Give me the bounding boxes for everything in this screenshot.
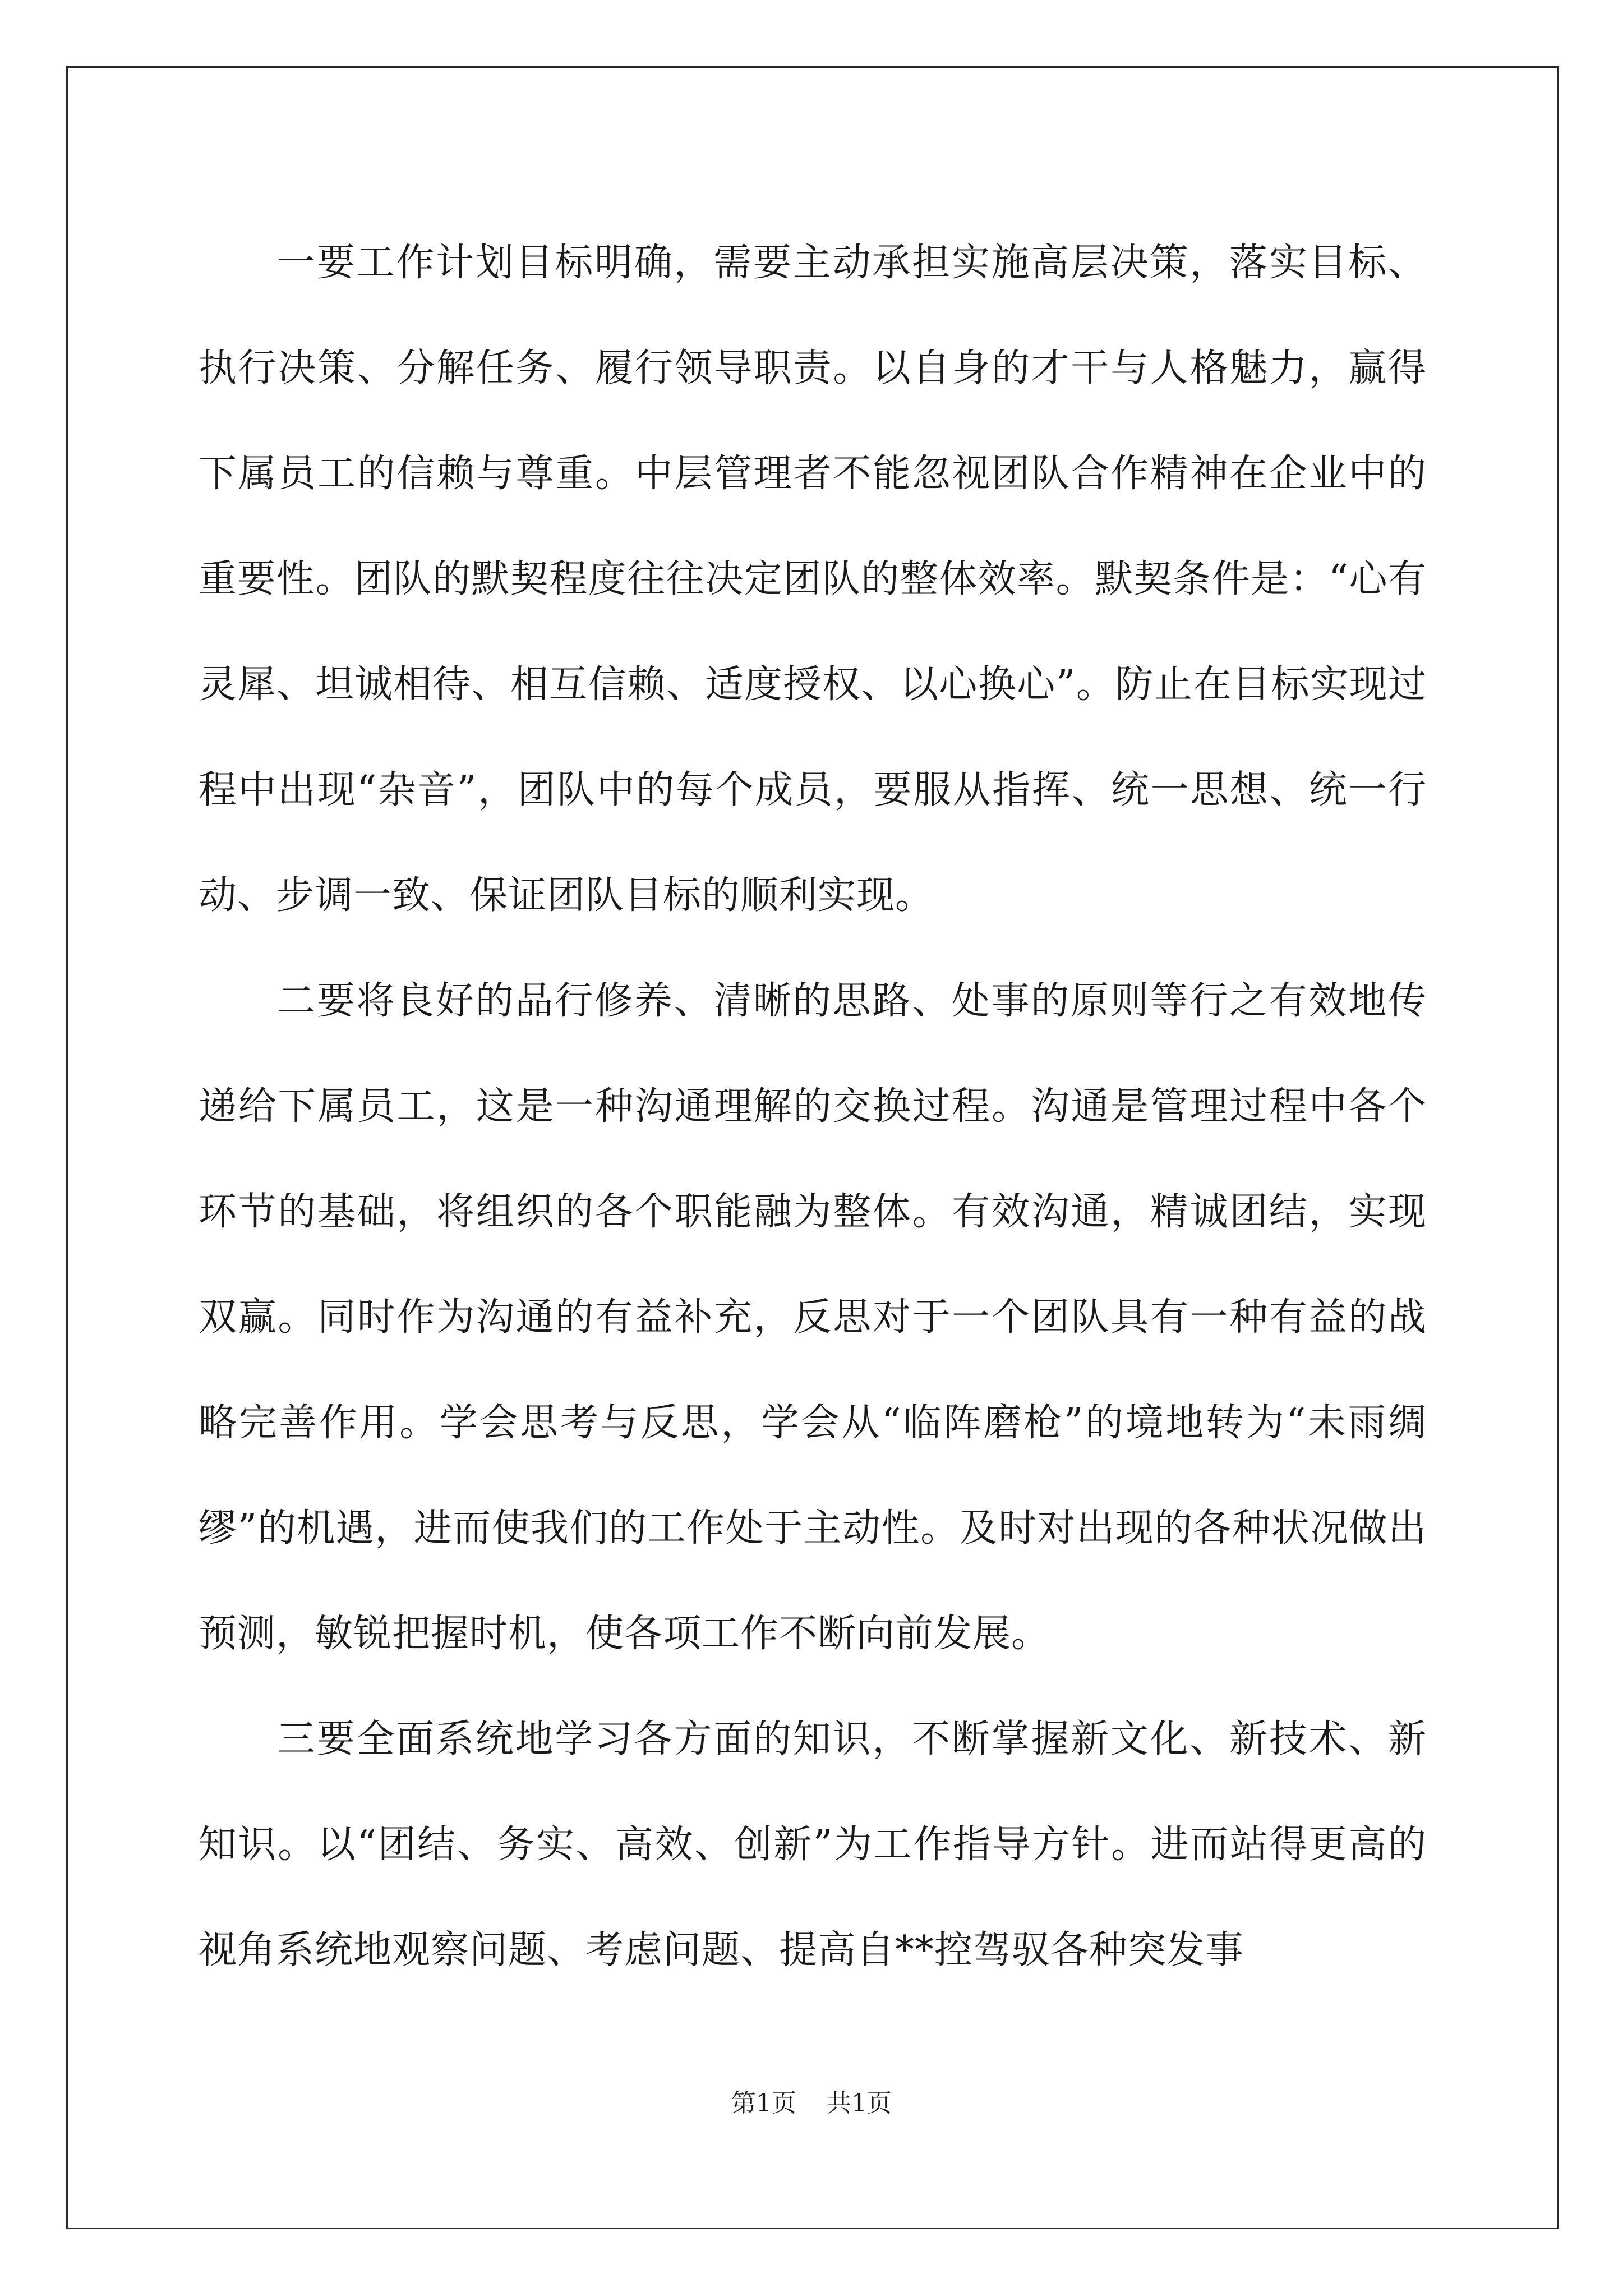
document-body: [199, 210, 1427, 2003]
paragraph-3: 三要全面系统地学习各方面的知识，不断掌握新文化、新技术、新知识。以“团结、务实、高效、创新”为工作指导方针。进而站得更高的视角系统地观察问题、考虑问题、提高自**控驾驭各种突发事: [199, 1717, 1427, 1972]
paragraph-1: 一要工作计划目标明确，需要主动承担实施高层决策，落实目标、执行决策、分解任务、履行领导职责。以自身的才干与人格魅力，赢得下属员工的信赖与尊重。中层管理者不能忽视团队合作精神在企业中的重要性。团队的默契程度往往决定团队的整体效率。默契条件是：“心有灵犀、坦诚相待、相互信赖、适度授权、以心换心”。防止在目标实现过程中出现“杂音”，团队中的每个成员，要服从指挥、统一思想、统一行动、步调一致、保证团队目标的顺利实现。: [199, 241, 1427, 918]
page-footer: [0, 2087, 1623, 2120]
page-number-total: 共1页: [827, 2089, 892, 2118]
page-number-current: 第1页: [731, 2089, 796, 2118]
paragraph-2: 二要将良好的品行修养、清晰的思路、处事的原则等行之有效地传递给下属员工，这是一种沟通理解的交换过程。沟通是管理过程中各个环节的基础，将组织的各个职能融为整体。有效沟通，精诚团结，实现双赢。同时作为沟通的有益补充，反思对于一个团队具有一种有益的战略完善作用。学会思考与反思，学会从“临阵磨枪”的境地转为“未雨绸缪”的机遇，进而使我们的工作处于主动性。及时对出现的各种状况做出预测，敏锐把握时机，使各项工作不断向前发展。: [199, 979, 1427, 1656]
